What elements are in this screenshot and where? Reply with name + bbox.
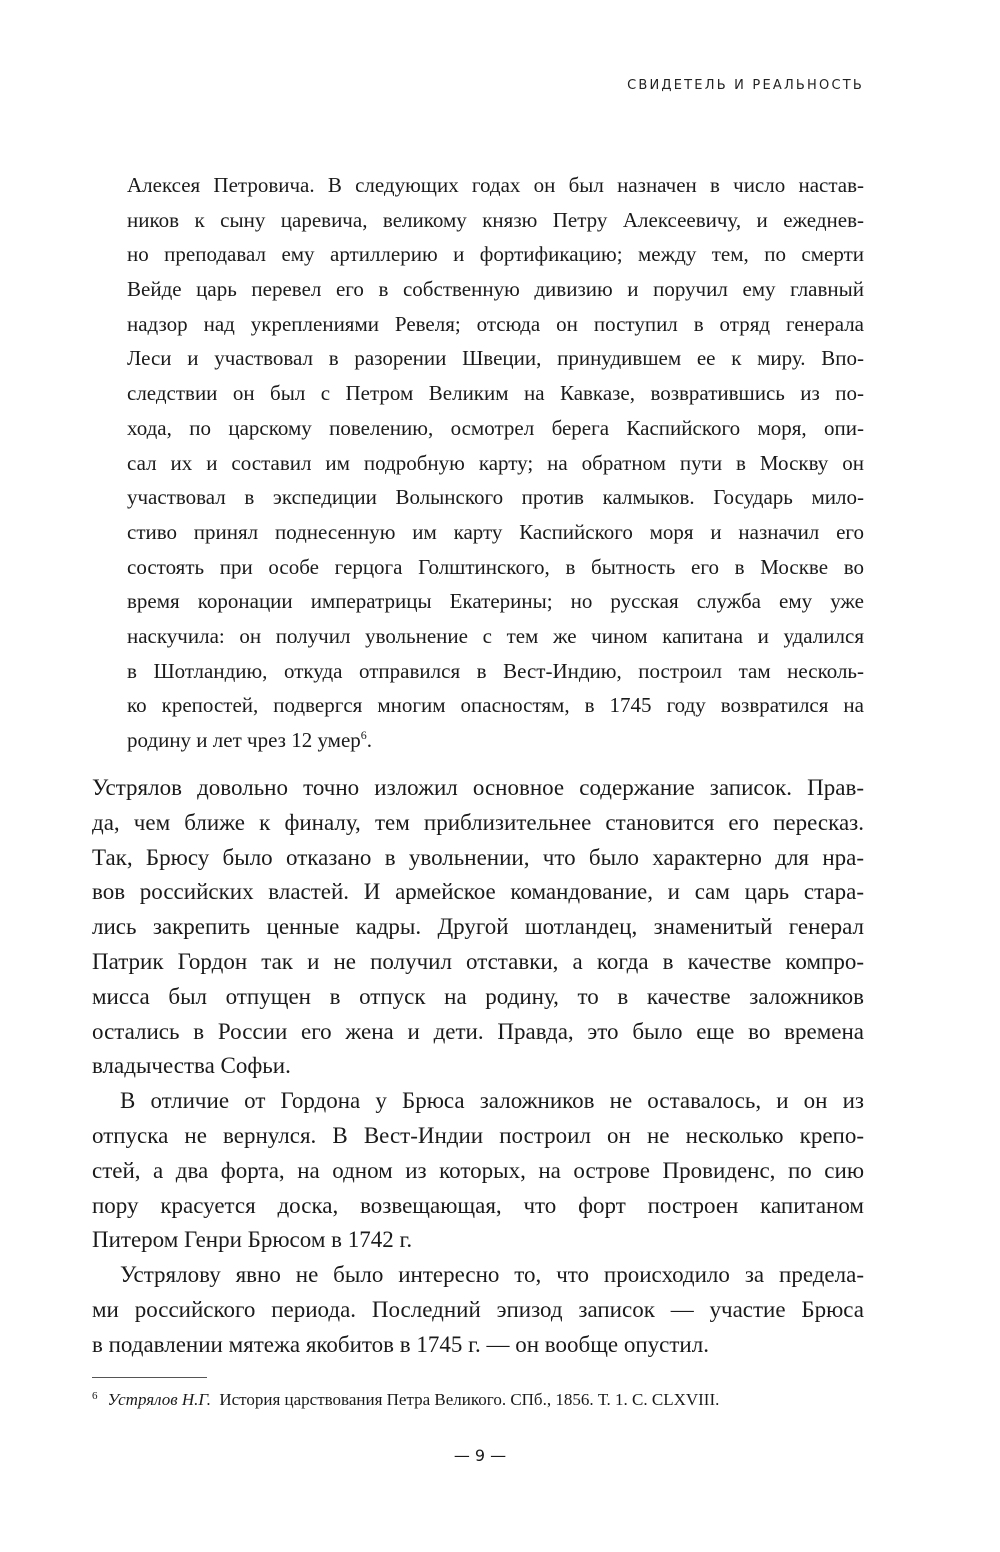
footnote [92,1390,719,1410]
quote-line: ко крепостей, подвергся многим опасностям, в 1745 году возвратился на [127,693,864,718]
quote-line: сал их и составил им подробную карту; на обратном пути в Москву он [127,450,864,475]
quote-line: но преподавал ему артиллерию и фортификацию; между тем, по смерти [127,242,864,267]
quote-line: Леси и участвовал в разорении Швеции, принудившем ее к миру. Впо- [127,346,864,371]
quote-line: участвовал в экспедиции Волынского против калмыков. Государь мило- [127,485,864,510]
quote-end-punctuation: . [366,728,373,752]
body-line: лись закрепить ценные кадры. Другой шотландец, знаменитый генерал [92,914,864,940]
quote-line: Вейде царь перевел его в собственную дивизию и поручил ему главный [127,277,864,302]
footnote-divider [92,1377,207,1378]
page-number: — 9 — [453,1446,507,1465]
body-line: Так, Брюсу было отказано в увольнении, что было характерно для нра- [92,844,864,870]
body-line: В отличие от Гордона у Брюса заложников не оставалось, и он из [120,1088,864,1114]
quote-line: надзор над укреплениями Ревеля; отсюда он поступил в отряд генерала [127,311,864,336]
body-line: Питером Генри Брюсом в 1742 г. [92,1227,413,1253]
quote-line: хода, по царскому повелению, осмотрел берега Каспийского моря, опи- [127,415,864,440]
footnote-author: Устрялов Н.Г. [107,1390,212,1409]
body-line: ми российского периода. Последний эпизод записок — участие Брюса [92,1296,864,1322]
footnote-reference[interactable]: 6 [360,728,367,742]
body-line: Устрялову явно не было интересно то, что происходило за предела- [120,1262,864,1288]
quote-line: следствии он был с Петром Великим на Кавказе, возвратившись из по- [127,381,864,406]
body-line: Устрялов довольно точно изложил основное содержание записок. Прав- [92,775,864,800]
quote-line: Алексея Петровича. В следующих годах он был назначен в число настав- [127,173,864,197]
footnote-text: История царствования Петра Великого. СПб., 1856. Т. 1. С. CLXVIII. [219,1390,720,1409]
body-text [92,771,864,1363]
quote-line: стиво принял поднесенную им карту Каспийского моря и назначил его [127,519,864,544]
body-line: стей, а два форта, на одном из которых, на острове Провиденс, по сию [92,1157,864,1183]
quote-line: ников к сыну царевича, великому князю Петру Алексеевичу, и ежеднев- [127,207,864,232]
quote-line: состоять при особе герцога Голштинского, в бытность его в Москве во [127,554,864,579]
body-line: владычества Софьи. [92,1053,291,1079]
body-line: вов российских властей. И армейское командование, и сам царь стара- [92,879,864,905]
body-line: отпуска не вернулся. В Вест-Индии построил он не несколько крепо- [92,1122,864,1148]
body-line: остались в России его жена и дети. Правда, это было еще во времена [92,1018,864,1044]
quote-line: время коронации императрицы Екатерины; но русская служба ему уже [127,589,864,614]
quote-last-line [127,723,864,758]
block-quote [127,168,864,758]
body-line: да, чем ближе к финалу, тем приблизительнее становится его пересказ. [92,809,864,835]
quote-line: наскучила: он получил увольнение с тем же чином капитана и удалился [127,623,864,648]
body-line: пору красуется доска, возвещающая, что форт построен капитаном [92,1192,864,1218]
quote-line: в Шотландию, откуда отправился в Вест-Индию, построил там несколь- [127,658,864,683]
running-header: СВИДЕТЕЛЬ И РЕАЛЬНОСТЬ [627,78,864,93]
body-line: мисса был отпущен в отпуск на родину, то в качестве заложников [92,983,864,1009]
footnote-number: 6 [92,1390,98,1402]
quote-line-text: родину и лет чрез 12 умер [127,728,361,752]
body-line: в подавлении мятежа якобитов в 1745 г. — он вообще опустил. [92,1331,709,1357]
body-line: Патрик Гордон так и не получил отставки, а когда в качестве компро- [92,948,864,974]
